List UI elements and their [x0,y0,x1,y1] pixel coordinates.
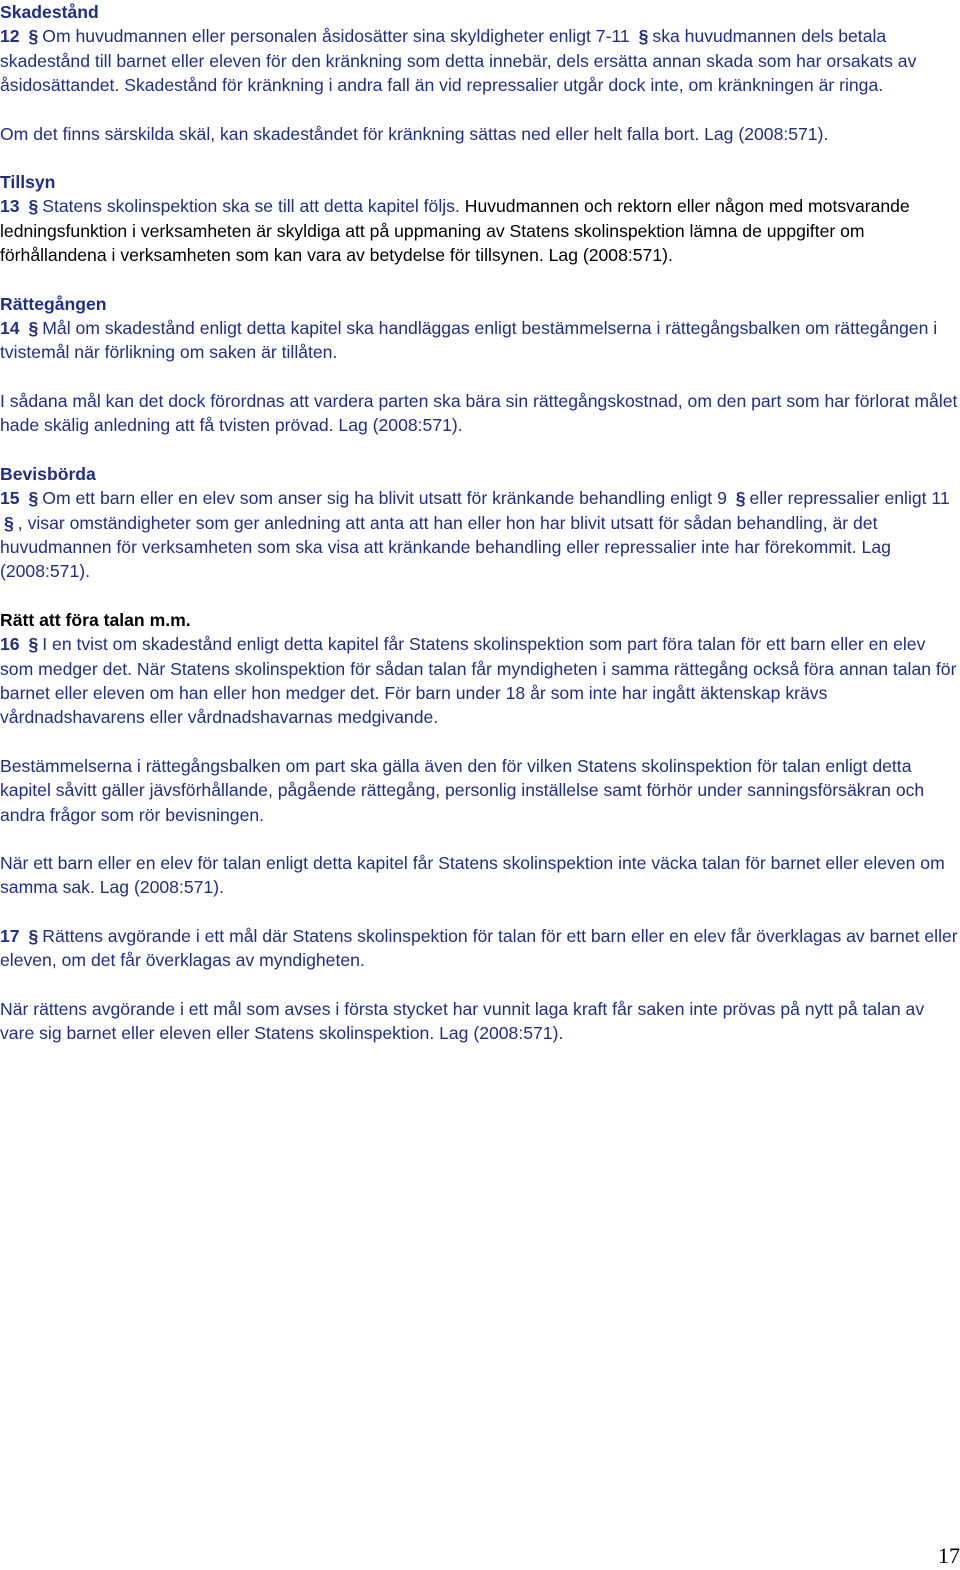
section-sign-icon: § [28,488,39,509]
section-sign-icon: § [4,512,14,533]
paragraph-14 [0,316,958,365]
paragraph-text: Bestämmelserna i rättegångsbalken om part ska gälla även den för vilken Statens skolinspektion för talan enligt detta kapitel såvitt gäller jävsförhållande, pågående rättegång, personlig inställelse samt förhör under sanningsförsäkran och andra frågor som rör bevisningen. [0,755,925,825]
paragraph-text: Statens skolinspektion ska se till att detta kapitel följs. [42,196,460,217]
section-sign-icon: § [28,318,39,339]
section-number: 14 [0,318,20,339]
paragraph-16 [0,632,958,730]
paragraph-15 [0,486,958,584]
paragraph-13 [0,194,958,267]
paragraph-text: När rättens avgörande i ett mål som avses i första stycket har vunnit laga kraft får saken inte prövas på nytt på talan av vare sig barnet eller eleven eller Statens skolinspektion. Lag (2008:571). [0,998,925,1043]
section-heading-bevisborda: Bevisbörda [0,463,96,484]
section-sign-icon: § [638,26,649,47]
section-sign-icon: § [28,634,39,655]
section-number: 13 [0,196,20,217]
paragraph-text: I sådana mål kan det dock förordnas att vardera parten ska bära sin rättegångskostnad, om den part som har förlorat målet hade skälig anledning att få tvisten prövad. Lag (2008:571). [0,390,958,436]
section-number: 15 [0,488,20,509]
paragraph-text: I en tvist om skadestånd enligt detta kapitel får Statens skolinspektion som part föra talan för ett barn eller en elev som medger det. När Statens skolinspektion för sådan talan får myndigheten i samma rättegång också föra annan talan för barnet eller eleven om han eller hon medger det. För barn under 18 år som inte har ingått äktenskap krävs vårdnadshavarens eller vårdnadshavarnas medgivande. [0,634,957,728]
paragraph-text: Mål om skadestånd enligt detta kapitel ska handläggas enligt bestämmelserna i rättegångsbalken om rättegången i tvistemål när förlikning om saken är tillåten. [0,318,938,363]
section-heading-rattegangen: Rättegången [0,293,107,314]
section-sign-icon: § [735,488,746,509]
paragraph-text: Om ett barn eller en elev som anser sig ha blivit utsatt för kränkande behandling enligt 9 [42,488,727,509]
paragraph-text: ska huvudmannen dels betala skadestånd till barnet eller eleven för den kränkning som detta innebär, dels ersätta annan skada som har orsakats av åsidosättandet. Skadestånd för kränkning i andra fall än vid repressalier utgår dock inte, om kränkningen är ringa. [0,26,917,96]
paragraph-text: Huvudmannen och rektorn eller någon med motsvarande ledningsfunktion i verksamheten är skyldiga att på uppmaning av Statens skolinspektion lämna de uppgifter om förhållandena i verksamheten som kan vara av betydelse för tillsynen. Lag (2008:571). [0,196,910,266]
section-number: 17 [0,925,20,946]
section-sign-icon: § [28,26,39,47]
section-heading-tillsyn: Tillsyn [0,172,56,193]
section-number: 12 [0,26,20,47]
paragraph-text: eller repressalier enligt 11 [749,488,950,509]
section-sign-icon: § [28,925,39,946]
paragraph-text: , visar omständigheter som ger anledning att anta att han eller hon har blivit utsatt för sådan behandling, är det huvudmannen för verksamheten som ska visa att kränkande behandling eller repressalier inte har förekommit. Lag (2008:571). [0,512,891,582]
section-heading-ratt-att-fora-talan: Rätt att föra talan m.m. [0,609,191,630]
section-sign-icon: § [28,196,39,217]
section-number: 16 [0,634,20,655]
paragraph-text: Om huvudmannen eller personalen åsidosätter sina skyldigheter enligt 7-11 [42,26,630,47]
section-heading-skadestand: Skadestånd [0,2,99,22]
paragraph-12 [0,24,958,97]
paragraph-17 [0,924,958,973]
paragraph-text: Rättens avgörande i ett mål där Statens skolinspektion för talan för ett barn eller en elev får överklagas av barnet eller eleven, om det får överklagas av myndigheten. [0,925,958,971]
paragraph-text: Om det finns särskilda skäl, kan skadeståndet för kränkning sättas ned eller helt falla bort. Lag (2008:571). [0,123,829,144]
paragraph-text: När ett barn eller en elev för talan enligt detta kapitel får Statens skolinspektion inte väcka talan för barnet eller eleven om samma sak. Lag (2008:571). [0,852,945,898]
page-number: 17 [938,1543,960,1568]
